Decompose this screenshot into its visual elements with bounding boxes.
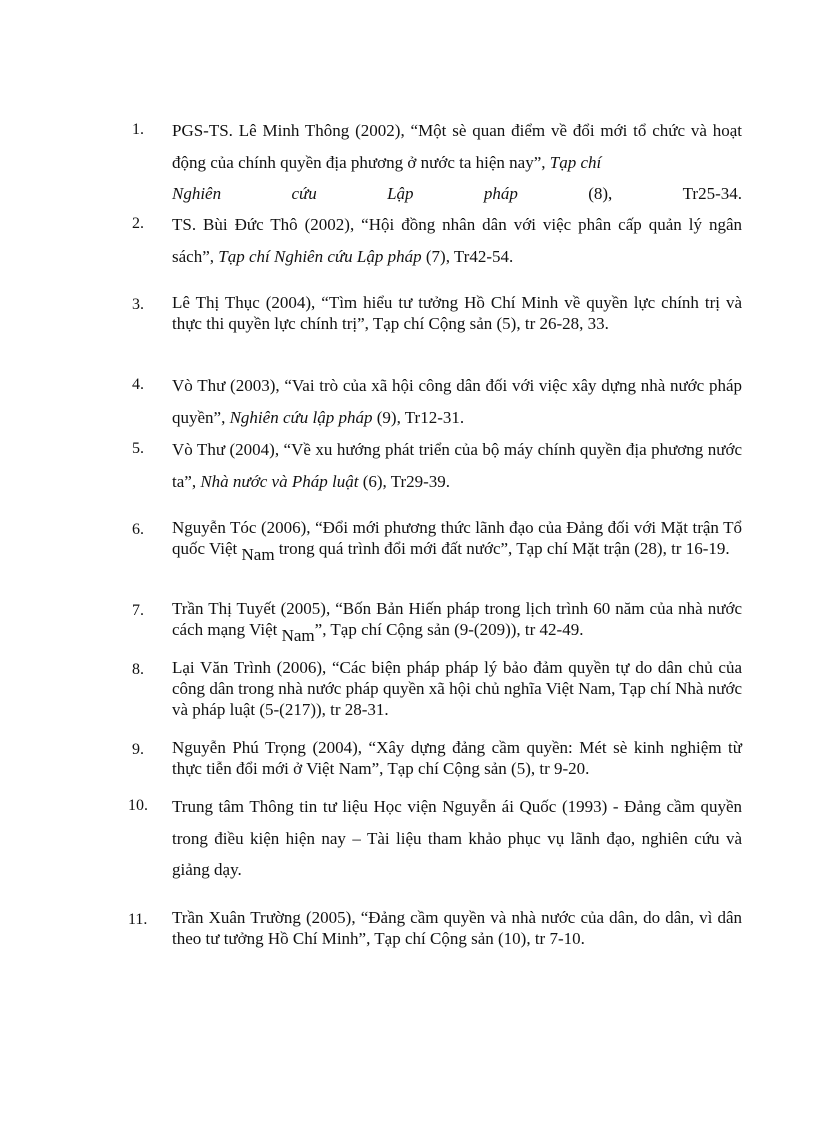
reference-text — [172, 209, 742, 272]
reference-text: Lê Thị Thục (2004), “Tìm hiểu tư tưởng Hồ Chí Minh về quyền lực chính trị và thực thi quyền lực chính trị”, Tạp chí Cộng sản (5), tr 26-28, 33. — [172, 293, 742, 333]
reference-author-title: PGS-TS. Lê Minh Thông (2002), “Một sè quan điểm về đổi mới tổ chức và hoạt động của chính quyền địa phương ở nước ta hiện nay”, — [172, 121, 742, 172]
reference-number: 1. — [132, 121, 144, 138]
reference-text — [172, 598, 742, 645]
word: (8), — [588, 184, 613, 203]
reference-text: Nguyễn Phú Trọng (2004), “Xây dựng đảng cầm quyền: Mét sè kinh nghiệm từ thực tiễn đổi mới ở Việt Nam”, Tạp chí Cộng sản (5), tr 9-20. — [172, 738, 742, 778]
reference-author-title: Vò Thư (2004), “Về xu hướng phát triển của bộ máy chính quyền địa phương nước ta”, — [172, 440, 742, 491]
reference-journal: Tạp chí — [549, 152, 602, 172]
reference-justified-line — [172, 178, 742, 210]
reference-text — [172, 434, 742, 497]
word: Nghiên — [172, 184, 222, 203]
word: pháp — [483, 184, 518, 203]
reference-number: 5. — [132, 440, 144, 457]
reference-journal: Nghiên cứu lập pháp — [229, 407, 373, 427]
reference-tail: (6), Tr29-39. — [358, 471, 451, 491]
reference-text: Lại Văn Trình (2006), “Các biện pháp pháp lý bảo đảm quyền tự do dân chủ của công dân trong nhà nước pháp quyền xã hội chủ nghĩa Việt Nam, Tạp chí Nhà nước và pháp luật (5-(217)), tr 28-31. — [172, 658, 742, 719]
reference-number: 4. — [132, 376, 144, 393]
reference-number: 9. — [132, 741, 144, 758]
reference-author-title: TS. Bùi Đức Thô (2002), “Hội đồng nhân dân với việc phân cấp quản lý ngân sách”, — [172, 215, 742, 266]
reference-text — [172, 517, 742, 564]
reference-number: 11. — [128, 911, 148, 928]
reference-author-title: Vò Thư (2003), “Vai trò của xã hội công dân đối với việc xây dựng nhà nước pháp quyền”, — [172, 376, 742, 427]
reference-text-part: Trần Thị Tuyết (2005), “Bốn Bản Hiến pháp trong lịch trình 60 năm của nhà nước cách mạng Việt — [172, 599, 742, 639]
reference-number: 7. — [132, 602, 144, 619]
reference-text — [172, 115, 742, 210]
word: cứu — [291, 184, 317, 203]
reference-text: Trung tâm Thông tin tư liệu Học viện Nguyễn ái Quốc (1993) - Đảng cầm quyền trong điều kiện hiện nay – Tài liệu tham khảo phục vụ lãnh đạo, nghiên cứu và giảng dạy. — [172, 797, 742, 879]
reference-number: 2. — [132, 215, 144, 232]
reference-number: 8. — [132, 661, 144, 678]
reference-text — [172, 370, 742, 433]
reference-subscript-word: Nam — [281, 626, 315, 645]
reference-text-part: trong quá trình đổi mới đất nước”, Tạp chí Mặt trận (28), tr 16-19. — [274, 539, 730, 558]
reference-tail: (7), Tr42-54. — [421, 246, 514, 266]
reference-journal: Nhà nước và Pháp luật — [200, 471, 359, 491]
reference-tail: (9), Tr12-31. — [372, 407, 465, 427]
reference-number: 6. — [132, 521, 144, 538]
reference-text-part: Nguyễn Tóc (2006), “Đổi mới phương thức lãnh đạo của Đảng đối với Mặt trận Tổ quốc Việt — [172, 518, 742, 558]
reference-number: 3. — [132, 296, 144, 313]
reference-journal: Tạp chí Nghiên cứu Lập pháp — [218, 246, 422, 266]
reference-number: 10. — [128, 797, 148, 814]
reference-text-part: ”, Tạp chí Cộng sản (9-(209)), tr 42-49. — [314, 620, 584, 639]
word: Tr25-34. — [682, 184, 742, 203]
reference-text: Trần Xuân Trường (2005), “Đảng cầm quyền và nhà nước của dân, do dân, vì dân theo tư tưởng Hồ Chí Minh”, Tạp chí Cộng sản (10), tr 7-10. — [172, 908, 742, 948]
word: Lập — [387, 184, 414, 203]
reference-subscript-word: Nam — [241, 545, 275, 564]
